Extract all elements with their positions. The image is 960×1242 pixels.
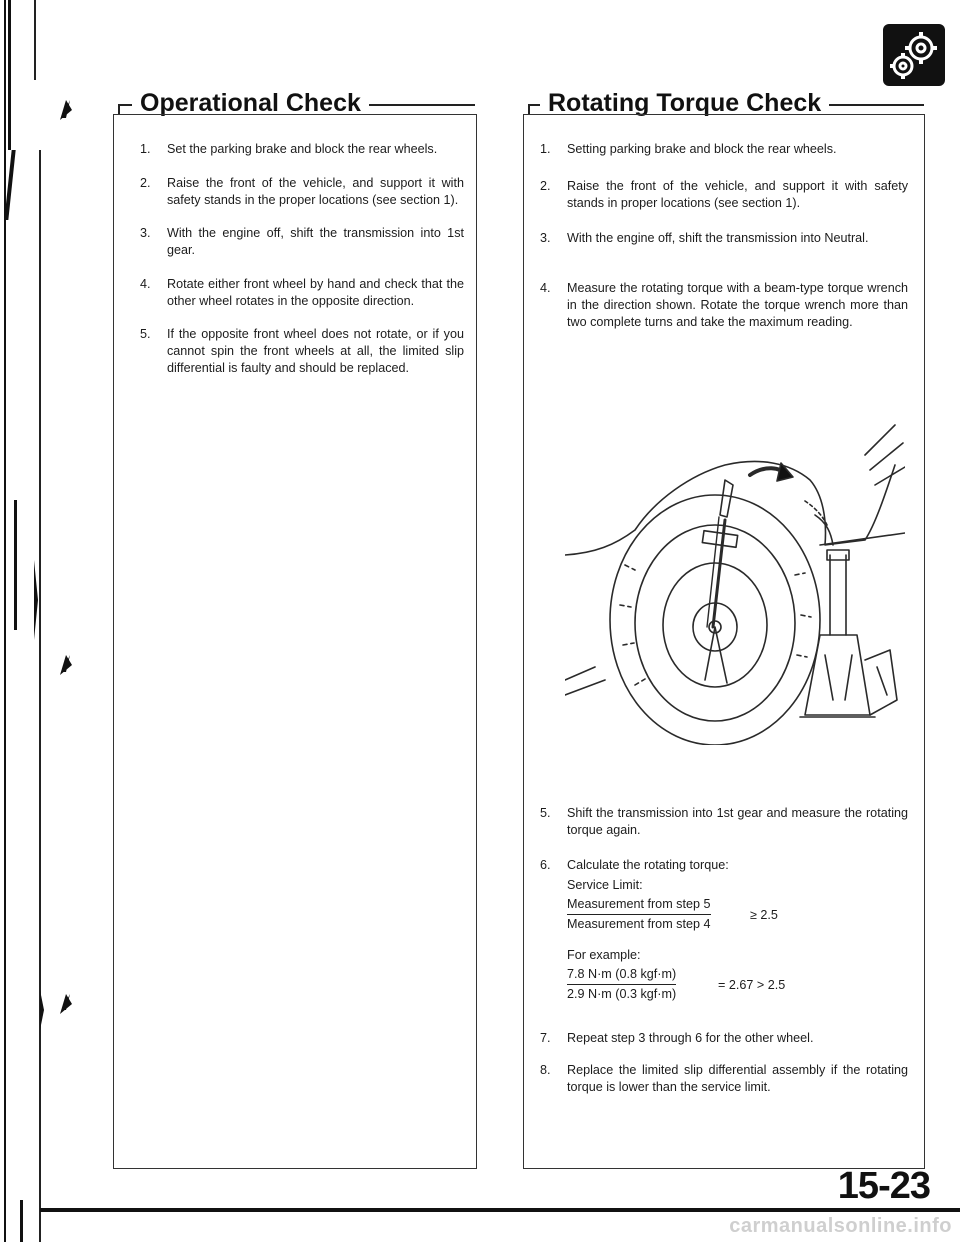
limit-result: ≥ 2.5 [750,908,778,922]
footer-rule [40,1208,960,1212]
rotating-step: 2. Raise the front of the vehicle, and support it with safety stands in proper locations (see section 1). [540,179,908,210]
operational-step: 1. Set the parking brake and block the rear wheels. [140,142,438,156]
service-limit-label: Service Limit: [567,878,643,892]
example-denominator: 2.9 N·m (0.3 kgf·m) [567,987,677,1001]
operational-step: 5. If the opposite front wheel does not rotate, or if you cannot spin the front wheels at all, the limited slip differential is faulty and should be replaced. [140,327,464,375]
margin-marks [0,0,120,1242]
operational-check-title: Operational Check [132,88,369,118]
rotating-step: 5. Shift the transmission into 1st gear and measure the rotating torque again. [540,806,908,837]
torque-wrench-illustration [565,405,905,745]
watermark: carmanualsonline.info [729,1215,952,1237]
operational-step: 3. With the engine off, shift the transmission into 1st gear. [140,226,464,257]
example-result: = 2.67 > 2.5 [718,978,786,992]
rotating-step: 6. Calculate the rotating torque: [540,858,729,872]
example-formula [567,967,676,1002]
operational-title-rule-left [118,104,132,106]
rotating-torque-check-title: Rotating Torque Check [540,88,829,118]
example-numerator: 7.8 N·m (0.8 kgf·m) [567,967,676,985]
operational-check-panel [113,114,477,1169]
example-label: For example: [567,948,641,962]
rotating-step: 1. Setting parking brake and block the rear wheels. [540,142,837,156]
rotating-step: 3. With the engine off, shift the transmission into Neutral. [540,231,869,245]
operational-rule-hook [118,104,120,114]
service-limit-formula [567,897,711,932]
page-number: 15-23 [837,1165,930,1207]
operational-step: 4. Rotate either front wheel by hand and check that the other wheel rotates in the opposite direction. [140,277,464,308]
limit-numerator: Measurement from step 5 [567,897,711,915]
rotating-rule-hook [528,104,530,114]
rotating-step: 7. Repeat step 3 through 6 for the other wheel. [540,1031,814,1045]
gear-section-icon [883,24,945,86]
operational-step: 2. Raise the front of the vehicle, and support it with safety stands in the proper locations (see section 1). [140,176,464,207]
rotating-step: 8. Replace the limited slip differential assembly if the rotating torque is lower than the service limit. [540,1063,908,1094]
rotating-step: 4. Measure the rotating torque with a beam-type torque wrench in the direction shown. Rotate the torque wrench more than two complete turns and take the maximum reading. [540,281,908,329]
limit-denominator: Measurement from step 4 [567,917,711,931]
